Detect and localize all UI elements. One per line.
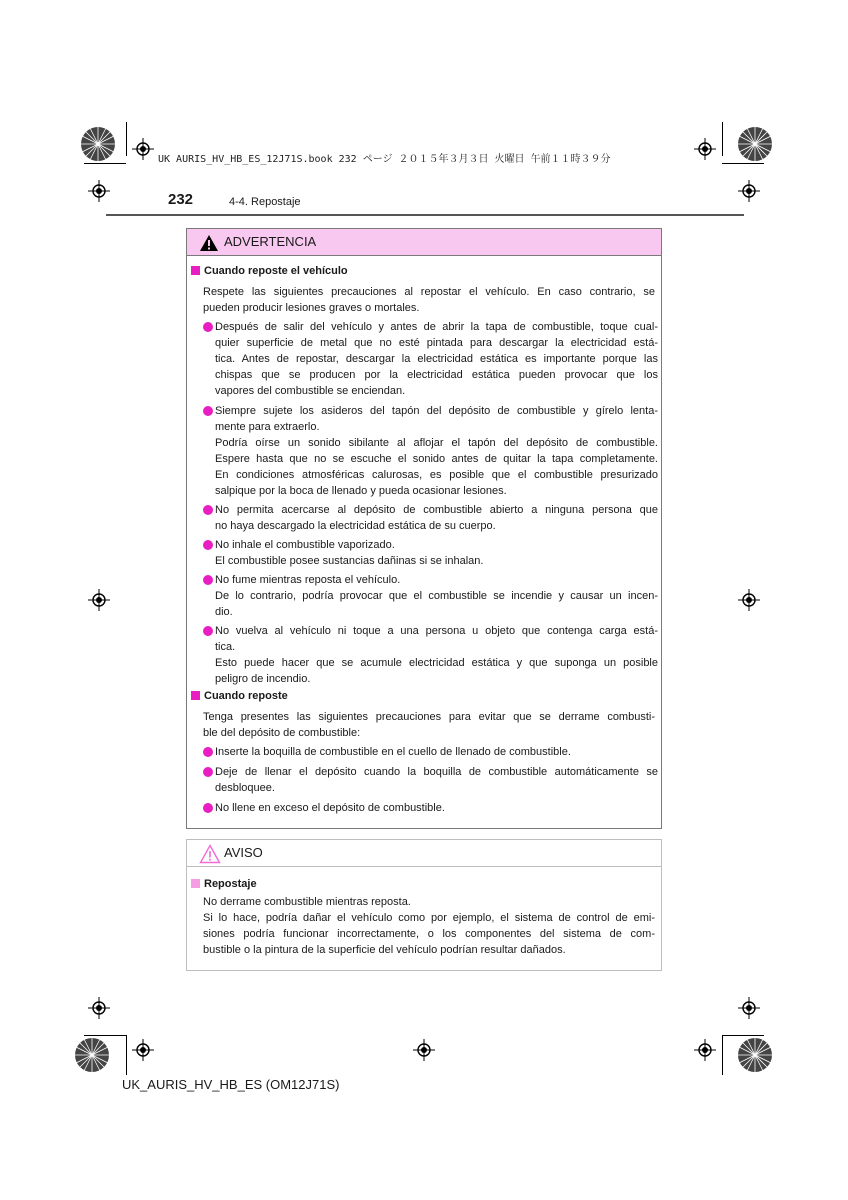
bullet-dot-icon (203, 803, 213, 813)
section-title: 4-4. Repostaje (229, 196, 301, 208)
section-intro: Respete las siguientes precauciones al repostar el vehículo. En caso contrario, se pueden producir lesiones graves o mortales. (203, 286, 655, 314)
section-heading: Cuando reposte el vehículo (191, 265, 348, 277)
list-item: Siempre sujete los asideros del tapón del depósito de combustible y gírelo lenta- mente para extraerlo. Podría oírse un sonido sibilante al aflojar el tapón del depósito de combustible. Espere hasta que no se escuche el sonido antes de quitar la tapa completamente. En condiciones atmosféricas calurosas, es posible que el combustible presurizado salpique por la boca de llenado y pueda ocasionar lesiones. (215, 405, 658, 497)
print-header: UK AURIS_HV_HB_ES_12J71S.book 232 ページ ２０１５年３月３日 火曜日 午前１１時３９分 (158, 154, 611, 165)
caution-title: AVISO (224, 845, 263, 860)
warning-box (186, 228, 662, 829)
trim-mark (126, 1035, 127, 1075)
color-rosette-mark (80, 126, 116, 162)
bullet-dot-icon (203, 322, 213, 332)
bullet-dot-icon (203, 406, 213, 416)
bullet-dot-icon (203, 747, 213, 757)
list-item: No inhale el combustible vaporizado. El combustible posee sustancias dañinas si se inhalan. (215, 539, 484, 567)
list-item: No vuelva al vehículo ni toque a una persona u objeto que contenga carga está- tica. Esto puede hacer que se acumule electricidad estática y que suponga un posible peligro de incendio. (215, 625, 658, 685)
registration-mark (132, 1039, 154, 1061)
registration-mark (88, 180, 110, 202)
bullet-dot-icon (203, 575, 213, 585)
list-item: No permita acercarse al depósito de combustible abierto a ninguna persona que no haya descargado la electricidad estática de su cuerpo. (215, 504, 658, 532)
warning-header (187, 229, 661, 256)
trim-mark (722, 122, 723, 156)
square-bullet-icon (191, 266, 200, 275)
registration-mark (88, 997, 110, 1019)
section-heading: Cuando reposte (191, 690, 288, 702)
list-item: No fume mientras reposta el vehículo. De lo contrario, podría provocar que el combustible se incendie y causar un incen- dio. (215, 574, 658, 618)
bullet-dot-icon (203, 626, 213, 636)
registration-mark (738, 997, 760, 1019)
registration-mark (738, 589, 760, 611)
caution-box (186, 839, 662, 971)
bullet-dot-icon (203, 505, 213, 515)
square-bullet-icon (191, 691, 200, 700)
color-rosette-mark (74, 1037, 110, 1073)
registration-mark (413, 1039, 435, 1061)
page-number: 232 (168, 191, 194, 208)
bullet-dot-icon (203, 767, 213, 777)
warning-icon (199, 234, 219, 252)
footer-code: UK_AURIS_HV_HB_ES (OM12J71S) (122, 1077, 340, 1092)
bullet-dot-icon (203, 540, 213, 550)
header-rule (106, 214, 744, 216)
registration-mark (88, 589, 110, 611)
registration-mark (694, 138, 716, 160)
list-item: Después de salir del vehículo y antes de abrir la tapa de combustible, toque cual- quier superficie de metal que no esté pintada para descargar la electricidad está- tica. Antes de repostar, descargar la electricidad estática es importante porque las chispas que se producen por la electricidad estática pueden provocar que los vapores del combustible se enciendan. (215, 321, 658, 397)
registration-mark (694, 1039, 716, 1061)
color-rosette-mark (737, 1037, 773, 1073)
caution-icon (199, 844, 221, 864)
caution-text: No derrame combustible mientras reposta. Si lo hace, podría dañar el vehículo como por ejemplo, el sistema de control de emi- siones podría funcionar incorrectamente, o los componentes del sistema de com- bustible o la pintura de la superficie del vehículo podrían resultar dañados. (203, 896, 655, 956)
list-item: Deje de llenar el depósito cuando la boquilla de combustible automáticamente se desbloquee. (215, 766, 658, 794)
registration-mark (738, 180, 760, 202)
trim-mark (722, 163, 764, 164)
color-rosette-mark (737, 126, 773, 162)
registration-mark (132, 138, 154, 160)
trim-mark (722, 1035, 723, 1075)
trim-mark (722, 1035, 764, 1036)
section-intro: Tenga presentes las siguientes precauciones para evitar que se derrame combusti- ble del depósito de combustible: (203, 711, 655, 739)
trim-mark (126, 122, 127, 156)
list-item: Inserte la boquilla de combustible en el cuello de llenado de combustible. (215, 746, 571, 758)
list-item: No llene en exceso el depósito de combustible. (215, 802, 445, 814)
trim-mark (84, 163, 126, 164)
trim-mark (84, 1035, 126, 1036)
square-bullet-icon (191, 879, 200, 888)
section-heading: Repostaje (191, 878, 257, 890)
caution-header (187, 840, 661, 867)
warning-title: ADVERTENCIA (224, 234, 317, 249)
